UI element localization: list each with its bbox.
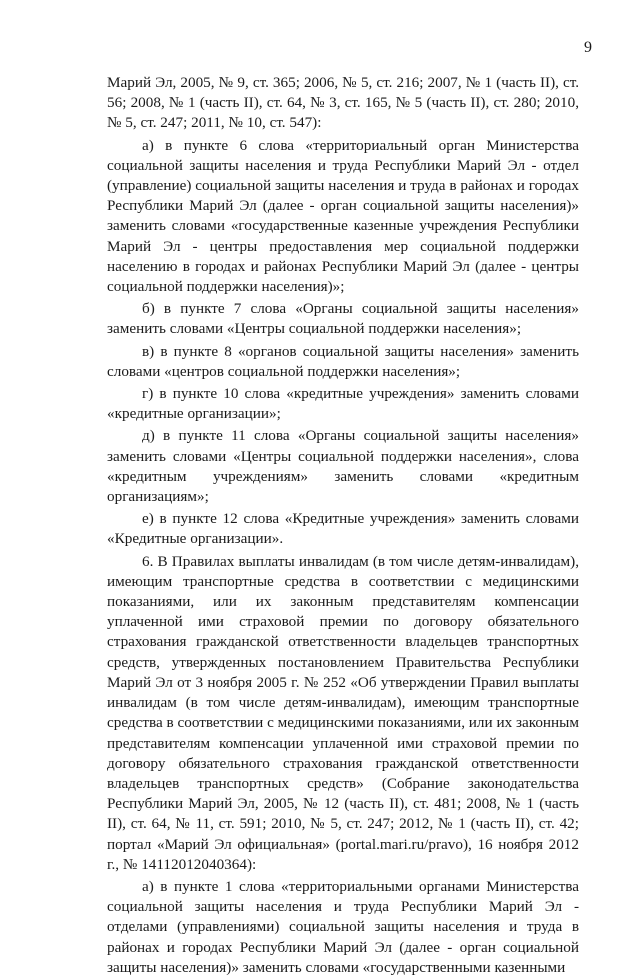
paragraph-item-d: д) в пункте 11 слова «Органы социальной защиты населения» заменить словами «Центры социальной поддержки населения», слова «кредитным учреждениям» заменить словами «кредитным организациям»; [107,427,579,506]
paragraph-item-e: е) в пункте 12 слова «Кредитные учреждения» заменить словами «Кредитные организации». [107,510,579,548]
paragraph-item-b: б) в пункте 7 слова «Органы социальной защиты населения» заменить словами «Центры социальной поддержки населения»; [107,300,579,338]
paragraph-section-6: 6. В Правилах выплаты инвалидам (в том числе детям-инвалидам), имеющим транспортные средства в соответствии с медицинскими показаниями, или их законным представителям компенсации уплаченной ими страховой премии по договору обязательного страхования гражданской ответственности владельцев транспортных средств, утвержденных постановлением Правительства Республики Марий Эл от 3 ноября 2005 г. № 252 «Об утверждении Правил выплаты инвалидам (в том числе детям-инвалидам), имеющим транспортные средства в соответствии с медицинскими показаниями, или их законным представителям компенсации уплаченной ими страховой премии по договору обязательного страхования гражданской ответственности владельцев транспортных средств» (Собрание законодательства Республики Марий Эл, 2005, № 12 (часть II), ст. 481; 2008, № 1 (часть II), ст. 64, № 11, ст. 591; 2010, № 5, ст. 247; 2012, № 1 (часть II), ст. 42; портал «Марий Эл официальная» (portal.mari.ru/pravo), 16 ноября 2012 г., № 14112012040364): [107,552,579,873]
paragraph-section-6-item-a: а) в пункте 1 слова «территориальными органами Министерства социальной защиты населения и труда Республики Марий Эл - отделами (управлениями) социальной защиты населения и труда в районах и городах Республики Марий Эл (далее - орган социальной защиты населения)» заменить словами «государственными казенными [107,877,579,976]
paragraph-item-v: в) в пункте 8 «органов социальной защиты населения» заменить словами «центров социальной поддержки населения»; [107,342,579,380]
paragraph-continuation: Марий Эл, 2005, № 9, ст. 365; 2006, № 5, ст. 216; 2007, № 1 (часть II), ст. 56; 2008, № 1 (часть II), ст. 64, № 3, ст. 165, № 5 (часть II), ст. 280; 2010, № 5, ст. 247; 2011, № 10, ст. 547): [107,74,579,132]
document-body [107,73,579,978]
paragraph-item-a: а) в пункте 6 слова «территориальный орган Министерства социальной защиты населения и труда Республики Марий Эл - отдел (управление) социальной защиты населения и труда в районах и городах Республики Марий Эл (далее - орган социальной защиты населения)» заменить словами «государственные казенные учреждения Республики Марий Эл - центры предоставления мер социальной поддержки населению в городах и районах Республики Марий Эл (далее - центры социальной поддержки населения)»; [107,136,579,296]
paragraph-item-g: г) в пункте 10 слова «кредитные учреждения» заменить словами «кредитные организации»; [107,385,579,423]
page-number: 9 [584,39,592,56]
